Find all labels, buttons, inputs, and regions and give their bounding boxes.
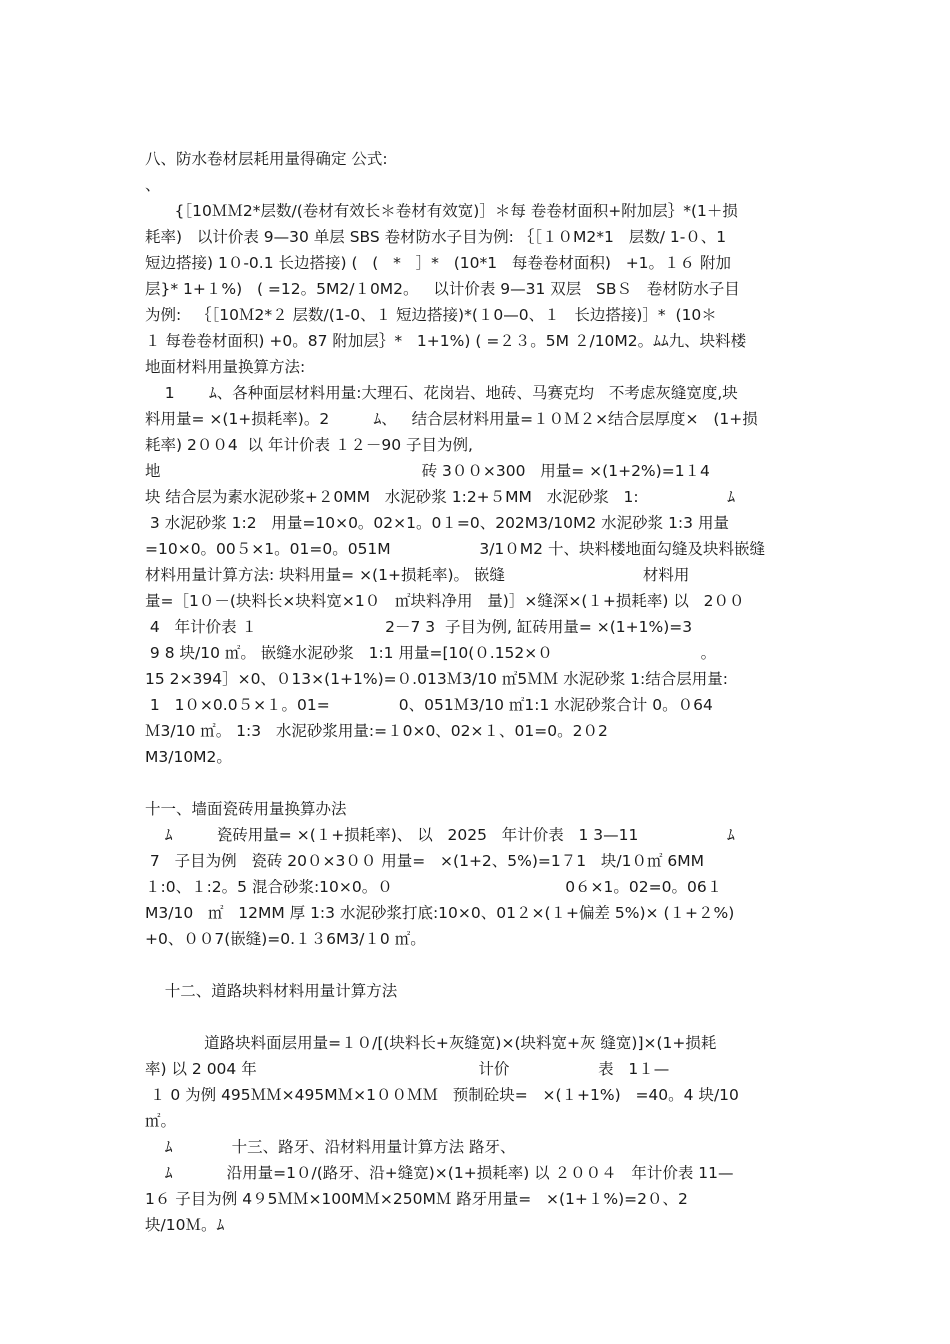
text-line: Ｍ3/10 ㎡。 1:3 水泥砂浆用量:=１0×0、02×１、01=0。2０2 [145, 722, 608, 740]
text-line: １ 每卷卷材面积) +0。87 附加层｝* 1+1%) ( =２３。5M ２/10M2。ﾑﾑ九、块料楼 [145, 332, 747, 350]
text-line: ﾑ 沿用量=1０/(路牙、沿+缝宽)×(1+损耗率) 以 ２００４ 年计价表 11— [145, 1164, 734, 1182]
text-line: ﾑ 瓷砖用量= ×(１+损耗率)、 以 2025 年计价表 1 3—11 ﾑ [145, 826, 735, 844]
text-line: M3/10 ㎡ 12MM 厚 1:3 水泥砂浆打底:10×0、01２×(１+偏差 5%)× (１+２%) [145, 904, 735, 922]
text-line: 量=［1０－(块料长×块料宽×1０ ㎡块料净用 量)］×缝深×(１+损耗率) 以 2００ [145, 592, 745, 610]
text-line: 为例: ｛［10Ｍ2*２ 层数/(1-0、１ 短边搭接)*(１0—0、１ 长边搭接)］* (10＊ [145, 306, 717, 324]
text-line: 短边搭接) 1０-0.1 长边搭接) ( ( * ］* (10*1 每卷卷材面积) +1。１６ 附加 [145, 254, 731, 272]
text-line: 、 [145, 176, 161, 194]
text-line: 4 年计价表 １ 2－7 3 子目为例, 缸砖用量= ×(1+1%)=3 [145, 618, 693, 636]
text-line: 1６ 子目为例 4９5ＭＭ×100MＭ×250MＭ 路牙用量= ×(1+１%)=2０、2 [145, 1190, 688, 1208]
text-line: 材料用量计算方法: 块料用量= ×(1+损耗率)。 嵌缝 材料用 [145, 566, 690, 584]
text-line: １:0、１:2。5 混合砂浆:10×0。０ 0６×1。02=0。06１ [145, 878, 723, 896]
text-line: １ 0 为例 495ＭＭ×495MＭ×1００ＭＭ 预制砼块= ×(１+1%) =40。4 块/10 [145, 1086, 739, 1104]
text-line: 地面材料用量换算方法: [145, 358, 306, 376]
text-line: 耗率) 2００4 以 年计价表 １２－90 子目为例, [145, 436, 473, 454]
text-line: +0、００7(嵌缝)=0.１３6M3/１0 ㎡。 [145, 930, 426, 948]
text-line: 料用量= ×(1+损耗率)。2 ﾑ、 结合层材料用量=１０Ｍ２×结合层厚度× (1+损 [145, 410, 758, 428]
text-line: 地 砖 3００×300 用量= ×(1+2%)=1１4 [145, 462, 710, 480]
text-line: 3 水泥砂浆 1:2 用量=10×0。02×1。0１=0、202M3/10M2 水泥砂浆 1:3 用量 [145, 514, 729, 532]
text-line: 1 1０×0.0５×１。01= 0、051Ｍ3/10 ㎡1:1 水泥砂浆合计 0。０64 [145, 696, 713, 714]
text-line: 层}* 1+１%) ( =12。5M2/１0M2。 以计价表 9—31 双层 SBＳ 卷材防水子目 [145, 280, 740, 298]
text-line: 15 2×394］×0、０13×(1+1%)=０.013Ｍ3/10 ㎡5ＭＭ 水泥砂浆 1:结合层用量: [145, 670, 728, 688]
text-line: 1 ﾑ、各种面层材料用量:大理石、花岗岩、地砖、马赛克均 不考虑灰缝宽度,块 [145, 384, 738, 402]
text-line: M3/10M2。 [145, 748, 232, 766]
text-line: ㎡。 [145, 1112, 177, 1130]
text-line: 十二、道路块料材料用量计算方法 [145, 982, 398, 1000]
text-line: 道路块料面层用量=１０/[(块料长+灰缝宽)×(块料宽+灰 缝宽)]×(1+损耗 [145, 1034, 717, 1052]
text-line: =10×0。00５×1。01=0。051M 3/1０M2 十、块料楼地面勾缝及块料嵌缝 [145, 540, 765, 558]
text-line: 十一、墙面瓷砖用量换算办法 [145, 800, 347, 818]
text-line: 耗率) 以计价表 9—30 单层 SBS 卷材防水子目为例: ｛［１０M2*1 层数/ 1-０、1 [145, 228, 727, 246]
text-line: 率) 以 2 004 年 计价 表 1１— [145, 1060, 670, 1078]
text-line: 9 8 块/10 ㎡。 嵌缝水泥砂浆 1:1 用量=[10(０.152×０ 。 [145, 644, 717, 662]
text-line: {［10ＭＭ2*层数/(卷材有效长＊卷材有效宽)］＊每 卷卷材面积+附加层｝*(1＋损 [145, 202, 738, 220]
text-line: ﾑ 十三、路牙、沿材料用量计算方法 路牙、 [145, 1138, 516, 1156]
text-line: 块 结合层为素水泥砂浆+２0MM 水泥砂浆 1:2+５MM 水泥砂浆 1: ﾑ [145, 488, 735, 506]
text-line: 八、防水卷材层耗用量得确定 公式: [145, 150, 388, 168]
text-line: 块/10Ｍ。ﾑ [145, 1216, 225, 1234]
text-line: 7 子目为例 瓷砖 20０×3００ 用量= ×(1+2、5%)=1７1 块/1０㎡ 6MM [145, 852, 705, 870]
